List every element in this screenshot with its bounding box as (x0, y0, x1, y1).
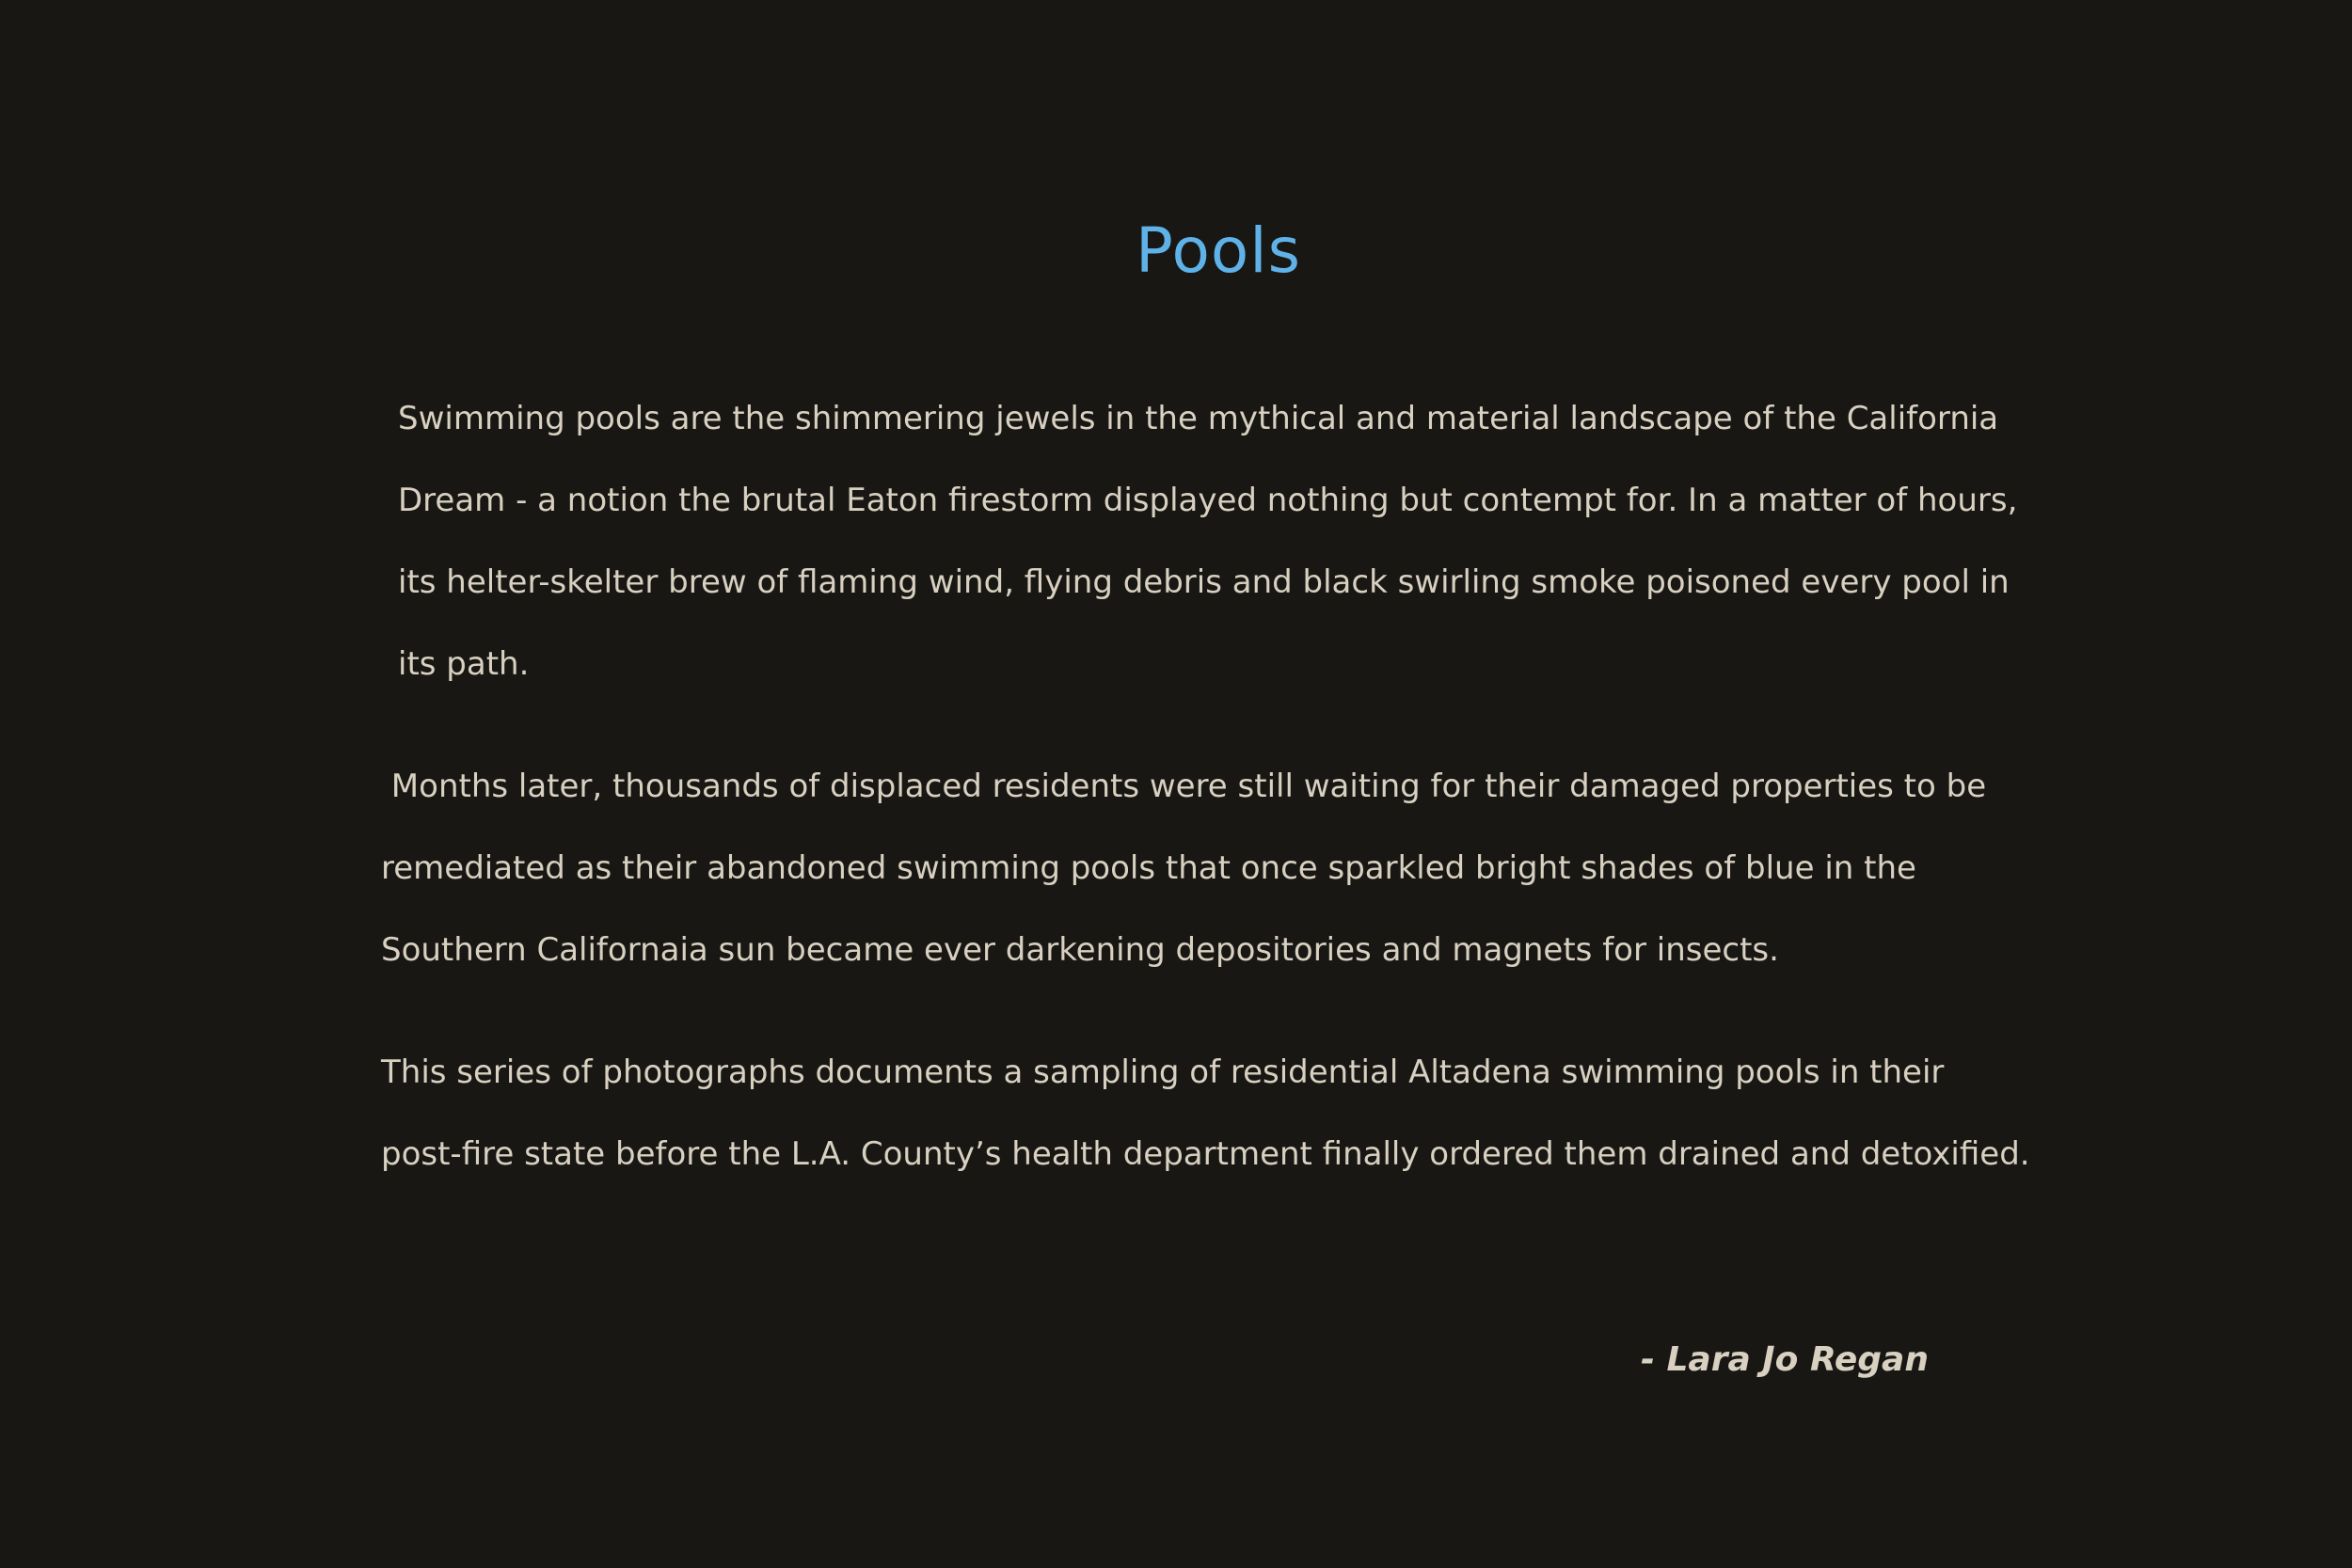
paragraph-aftermath (381, 746, 1986, 991)
paragraph-line: its helter-skelter brew of flaming wind, flying debris and black swirling smoke poisoned every pool in (398, 563, 2010, 601)
paragraph-line: Swimming pools are the shimmering jewels in the mythical and material landscape of the California (398, 400, 1999, 437)
paragraph-line: Southern Californaia sun became ever darkening depositories and magnets for insects. (381, 931, 1779, 969)
paragraph-series (381, 1032, 2030, 1196)
paragraph-line: Dream - a notion the brutal Eaton firestorm displayed nothing but contempt for. In a matter of hours, (398, 482, 2018, 519)
paragraph-line: remediated as their abandoned swimming pools that once sparkled bright shades of blue in the (381, 849, 1916, 887)
paragraph-line: post-fire state before the L.A. County’s health department finally ordered them drained and detoxified. (381, 1135, 2030, 1173)
paragraph-line: This series of photographs documents a sampling of residential Altadena swimming pools in their (381, 1053, 1945, 1091)
paragraph-line: its path. (398, 645, 530, 683)
paragraph-intro (398, 378, 2017, 705)
author-signature: - Lara Jo Regan (1641, 1340, 1929, 1379)
page-title: Pools (1136, 214, 1301, 287)
paragraph-line: Months later, thousands of displaced residents were still waiting for their damaged properties to be (381, 768, 1987, 805)
